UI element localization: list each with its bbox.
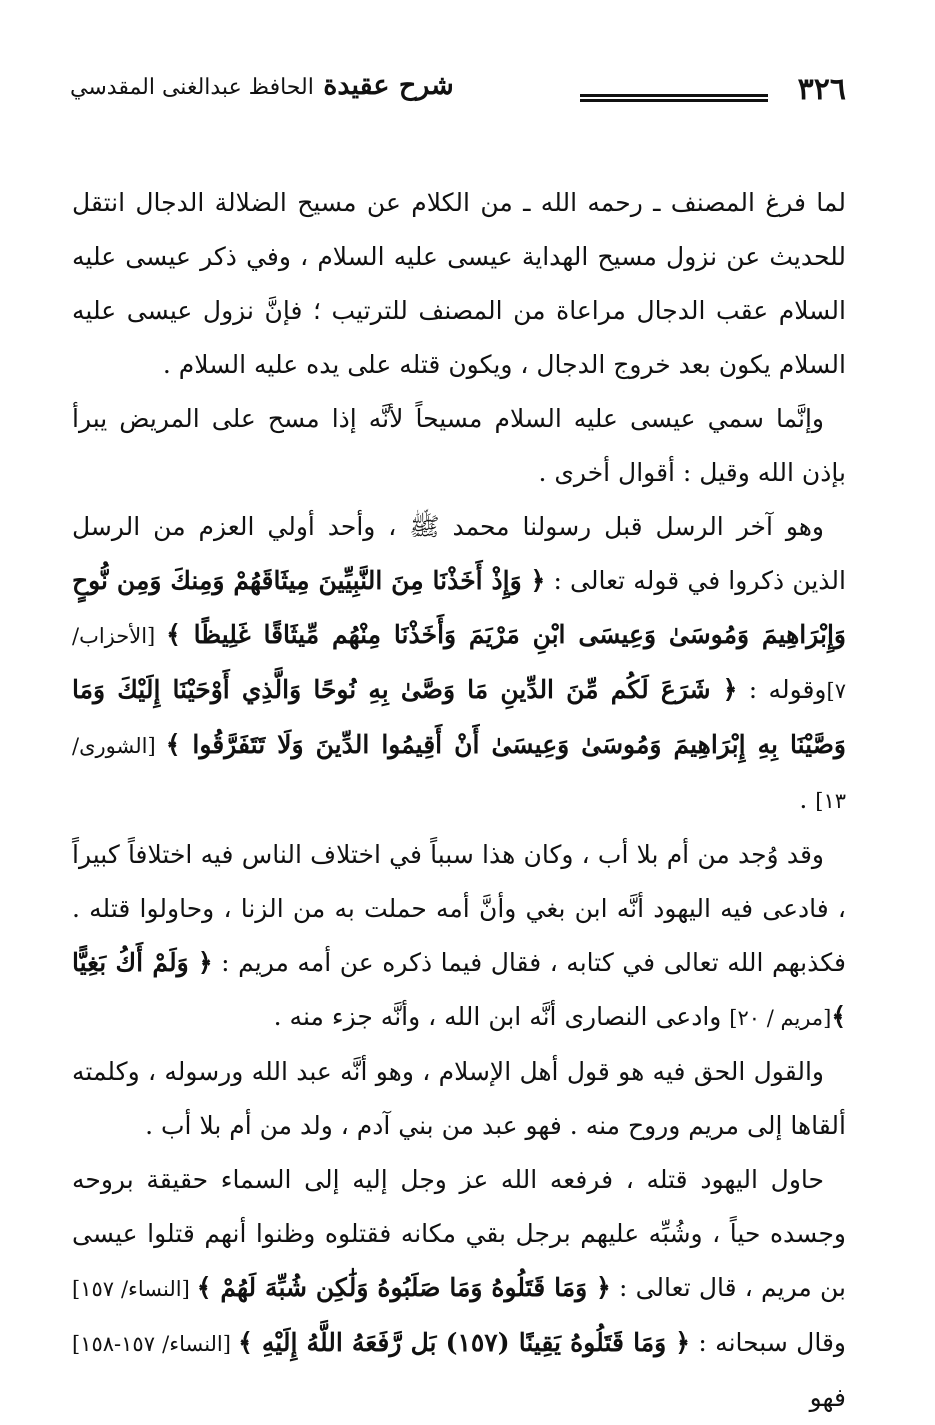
quran-verse: ﴿ وَمَا قَتَلُوهُ وَمَا صَلَبُوهُ وَلَٰكِن شُبِّهَ لَهُمْ ﴾ <box>196 1273 611 1302</box>
paragraph <box>72 392 846 500</box>
quran-verse: ﴿ شَرَعَ لَكُم مِّنَ الدِّينِ مَا وَصَّىٰ بِهِ نُوحًا وَالَّذِي أَوْحَيْنَا إِلَيْكَ وَمَا وَصَّيْنَا بِهِ إِبْرَاهِيمَ وَمُوسَىٰ وَعِيسَىٰ أَنْ أَقِيمُوا الدِّينَ وَلَا تَتَفَرَّقُوا ﴾ <box>72 675 846 759</box>
paragraph-text: لما فرغ المصنف ـ رحمه الله ـ من الكلام عن مسيح الضلالة الدجال انتقل للحديث عن نزول مسيح الهداية عيسى عليه السلام ، وفي ذكر عيسى عليه السلام عقب الدجال مراعاة من المصنف للترتيب ؛ فإنَّ نزول عيسى عليه السلام يكون بعد خروج الدجال ، ويكون قتله على يده عليه السلام . <box>72 188 846 379</box>
paragraph-text: وادعى النصارى أنَّه ابن الله ، وأنَّه جزء منه . <box>273 1002 730 1031</box>
paragraph-text: والقول الحق فيه هو قول أهل الإسلام ، وهو أنَّه عبد الله ورسوله ، وكلمته ألقاها إلى مريم وروح منه . فهو عبد من بني آدم ، ولد من أم بلا أب . <box>72 1057 846 1140</box>
header-rule <box>580 94 768 102</box>
paragraph <box>72 828 846 1045</box>
quran-verse: ﴿ وَإِذْ أَخَذْنَا مِنَ النَّبِيِّينَ مِيثَاقَهُمْ وَمِنكَ وَمِن نُّوحٍ وَإِبْرَاهِيمَ وَمُوسَىٰ وَعِيسَى ابْنِ مَرْيَمَ وَأَخَذْنَا مِنْهُم مِّيثَاقًا غَلِيظًا ﴾ <box>72 566 846 649</box>
quran-verse: ﴿ وَمَا قَتَلُوهُ يَقِينًا (١٥٧) بَل رَّفَعَهُ اللَّهُ إِلَيْهِ ﴾ <box>238 1328 690 1357</box>
quran-verse: ﴿ وَلَمْ أَكُ بَغِيًّا ﴾ <box>72 948 846 1031</box>
paragraph-text: وإنَّما سمي عيسى عليه السلام مسيحاً لأنَّه إذا مسح على المريض يبرأ بإذن الله وقيل : أقوال أخرى . <box>72 404 846 487</box>
verse-reference: [الأحزاب/ ٧] <box>72 624 846 703</box>
paragraph <box>72 1153 846 1425</box>
paragraph <box>72 176 846 392</box>
paragraph <box>72 500 846 828</box>
paragraph-text: فهو <box>809 1383 846 1412</box>
paragraph-text: وقوله : <box>737 675 827 704</box>
verse-reference: [الشورى/ ١٣] <box>72 734 846 813</box>
page-body <box>72 176 846 1425</box>
verse-reference: [النساء/ ١٥٧-١٥٨] <box>72 1332 239 1356</box>
page-number: ٣٢٦ <box>797 72 846 107</box>
verse-reference: [النساء/ ١٥٧] <box>72 1277 197 1301</box>
paragraph-text: وهو آخر الرسل قبل رسولنا محمد ﷺ ، وأحد أولي العزم من الرسل الذين ذكروا في قوله تعالى : <box>72 512 846 595</box>
paragraph-text: حاول اليهود قتله ، فرفعه الله عز وجل إليه إلى السماء حقيقة بروحه وجسده حياً ، وشُبِّه عليهم برجل بقي مكانه فقتلوه وظنوا أنهم قتلوا عيسى بن مريم ، قال تعالى : <box>72 1165 847 1302</box>
verse-reference: [مريم / ٢٠] <box>729 1006 832 1030</box>
paragraph-text: وقال سبحانه : <box>689 1328 846 1357</box>
running-title <box>70 70 454 101</box>
paragraph-text: وقد وُجد من أم بلا أب ، وكان هذا سبباً في اختلاف الناس فيه اختلافاً كبيراً ، فادعى فيه اليهود أنَّه ابن بغي وأنَّ أمه حملت به من الزنا ، وحاولوا قتله . فكذبهم الله تعالى في كتابه ، فقال فيما ذكره عن أمه مريم : <box>72 840 846 977</box>
book-title: شرح عقيدة <box>323 70 454 101</box>
paragraph <box>72 1045 846 1153</box>
book-subtitle: الحافظ عبدالغنى المقدسي <box>70 75 314 100</box>
page-header <box>70 70 846 120</box>
paragraph-text: . <box>799 785 816 814</box>
